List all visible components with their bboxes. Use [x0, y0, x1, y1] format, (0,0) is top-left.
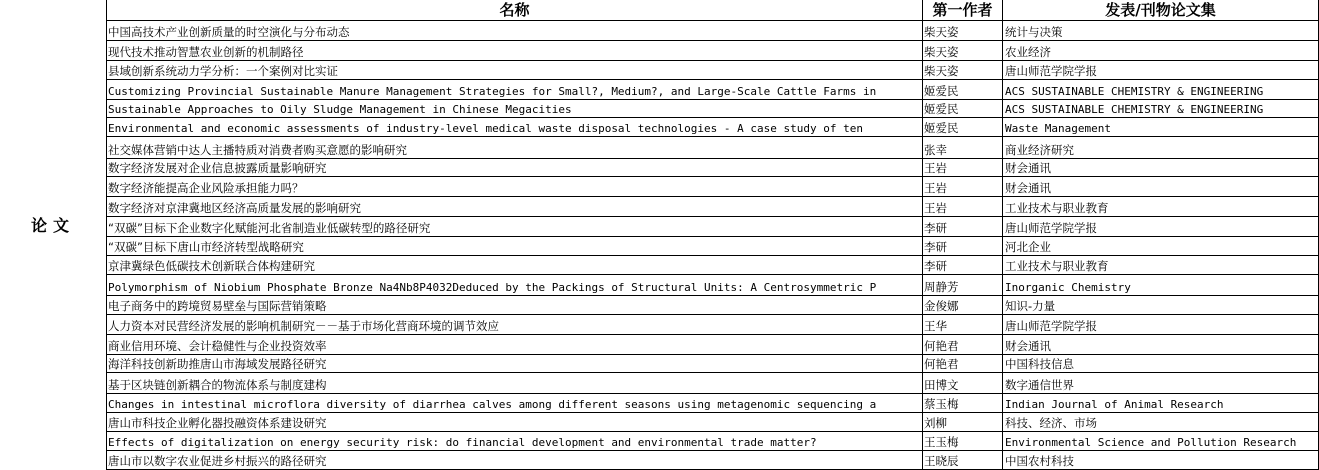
title-cell-text: 数字经济能提高企业风险承担能力吗？ — [108, 181, 304, 195]
author-cell-text: 王岩 — [924, 161, 947, 175]
venue-cell — [1003, 118, 1319, 136]
title-cell — [106, 335, 921, 354]
venue-cell-text: 唐山师范学院学报 — [1005, 319, 1097, 333]
title-cell-text: 数字经济对京津冀地区经济高质量发展的影响研究 — [108, 201, 361, 215]
author-cell — [922, 80, 1002, 99]
venue-cell-text: 中国科技信息 — [1005, 357, 1074, 371]
author-cell-text: 王晓辰 — [924, 454, 959, 468]
title-cell — [106, 275, 921, 295]
venue-cell — [1003, 159, 1319, 176]
title-cell — [106, 80, 921, 99]
venue-cell — [1003, 315, 1319, 334]
author-cell-text: 姬爱民 — [924, 102, 959, 116]
table-row — [106, 80, 1319, 100]
header-author: 第一作者 — [923, 0, 1002, 21]
author-cell-text: 刘柳 — [924, 416, 947, 430]
author-cell — [922, 159, 1002, 176]
title-cell — [106, 20, 921, 40]
venue-cell-text: 工业技术与职业教育 — [1005, 259, 1109, 273]
title-cell — [106, 177, 921, 196]
author-cell — [922, 118, 1002, 136]
author-cell-text: 李研 — [924, 221, 947, 235]
venue-cell — [1003, 137, 1319, 158]
title-cell — [106, 159, 921, 176]
author-cell-text: 李研 — [924, 240, 947, 254]
venue-cell-text: Inorganic Chemistry — [1005, 281, 1131, 294]
venue-cell-text: 工业技术与职业教育 — [1005, 201, 1109, 215]
title-cell — [106, 315, 921, 334]
title-cell — [106, 451, 921, 469]
title-cell-text: Polymorphism of Niobium Phosphate Bronze Na4Nb8P4032Deduced by the Packings of Structural Units: A Centrosymmetric P — [108, 281, 877, 294]
header-title: 名称 — [107, 0, 922, 21]
table-row — [106, 315, 1319, 335]
title-cell-text: 京津冀绿色低碳技术创新联合体构建研究 — [108, 259, 315, 273]
venue-cell — [1003, 335, 1319, 354]
venue-cell — [1003, 451, 1319, 469]
venue-cell — [1003, 41, 1319, 60]
title-cell-text: 基于区块链创新耦合的物流体系与制度建构 — [108, 378, 327, 392]
author-cell — [922, 275, 1002, 295]
author-cell-text: 王华 — [924, 319, 947, 333]
author-cell-text: 姬爱民 — [924, 84, 959, 98]
venue-cell — [1003, 373, 1319, 393]
category-label: 论文 — [30, 216, 75, 235]
title-cell-text: “双碳”目标下企业数字化赋能河北省制造业低碳转型的路径研究 — [108, 221, 431, 235]
author-cell-text: 柴天姿 — [924, 25, 959, 39]
title-cell — [106, 394, 921, 412]
author-cell — [922, 451, 1002, 469]
venue-cell-text: 河北企业 — [1005, 240, 1051, 254]
title-cell — [106, 100, 921, 117]
table-row — [106, 118, 1319, 137]
table-row — [106, 20, 1319, 41]
title-cell-text: 现代技术推动智慧农业创新的机制路径 — [108, 45, 304, 59]
author-cell-text: 柴天姿 — [924, 45, 959, 59]
title-cell-text: Sustainable Approaches to Oily Sludge Management in Chinese Megacities — [108, 103, 572, 116]
venue-cell-text: 财会通讯 — [1005, 181, 1051, 195]
author-cell-text: 金俊娜 — [924, 299, 959, 313]
venue-cell-text: Indian Journal of Animal Research — [1005, 398, 1224, 411]
author-cell-text: 姬爱民 — [924, 121, 959, 135]
title-cell-text: “双碳”目标下唐山市经济转型战略研究 — [108, 240, 304, 254]
author-cell — [922, 355, 1002, 372]
venue-cell — [1003, 432, 1319, 450]
author-cell-text: 王玉梅 — [924, 435, 959, 449]
author-cell — [922, 197, 1002, 216]
venue-cell-text: 知识-力量 — [1005, 299, 1056, 313]
author-cell — [922, 41, 1002, 60]
table-row — [106, 432, 1319, 451]
venue-cell — [1003, 197, 1319, 216]
author-cell — [922, 237, 1002, 255]
author-cell — [922, 137, 1002, 158]
venue-cell — [1003, 296, 1319, 314]
title-cell-text: 电子商务中的跨境贸易壁垒与国际营销策略 — [108, 299, 327, 313]
venue-cell — [1003, 20, 1319, 40]
title-cell-text: 县域创新系统动力学分析：一个案例对比实证 — [108, 64, 338, 78]
author-cell-text: 田博文 — [924, 378, 959, 392]
venue-cell-text: 唐山师范学院学报 — [1005, 221, 1097, 235]
author-cell-text: 何艳君 — [924, 339, 959, 353]
venue-cell-text: 数字通信世界 — [1005, 378, 1074, 392]
author-cell — [922, 394, 1002, 412]
table-row — [106, 137, 1319, 159]
table-row — [106, 217, 1319, 237]
title-cell — [106, 432, 921, 450]
title-cell-text: 商业信用环境、会计稳健性与企业投资效率 — [108, 339, 327, 353]
venue-cell-text: 农业经济 — [1005, 45, 1051, 59]
title-cell — [106, 256, 921, 274]
title-cell-text: 社交媒体营销中达人主播特质对消费者购买意愿的影响研究 — [108, 143, 407, 157]
author-cell — [922, 335, 1002, 354]
title-cell-text: 数字经济发展对企业信息披露质量影响研究 — [108, 161, 327, 175]
author-cell-text: 周静芳 — [924, 280, 959, 294]
venue-cell-text: 科技、经济、市场 — [1005, 416, 1097, 430]
venue-cell-text: ACS SUSTAINABLE CHEMISTRY & ENGINEERING — [1005, 85, 1264, 98]
table-row — [106, 177, 1319, 197]
venue-cell-text: ACS SUSTAINABLE CHEMISTRY & ENGINEERING — [1005, 103, 1264, 116]
author-cell — [922, 373, 1002, 393]
author-cell — [922, 20, 1002, 40]
table-row — [106, 159, 1319, 177]
venue-cell — [1003, 394, 1319, 412]
title-cell-text: Changes in intestinal microflora diversity of diarrhea calves among different seasons using metagenomic sequencing a — [108, 398, 877, 411]
author-cell-text: 王岩 — [924, 181, 947, 195]
table-row — [106, 296, 1319, 315]
venue-cell-text: 统计与决策 — [1005, 25, 1063, 39]
venue-cell — [1003, 275, 1319, 295]
author-cell — [922, 256, 1002, 274]
table-row — [106, 413, 1319, 432]
table-row — [106, 237, 1319, 256]
author-cell — [922, 217, 1002, 236]
table-row — [106, 373, 1319, 394]
author-cell-text: 蔡玉梅 — [924, 397, 959, 411]
venue-cell-text: Waste Management — [1005, 122, 1111, 135]
author-cell — [922, 296, 1002, 314]
author-cell-text: 柴天姿 — [924, 64, 959, 78]
venue-cell — [1003, 413, 1319, 431]
author-cell — [922, 432, 1002, 450]
table-row — [106, 394, 1319, 413]
table-row — [106, 61, 1319, 80]
venue-cell — [1003, 217, 1319, 236]
venue-cell-text: 财会通讯 — [1005, 339, 1051, 353]
author-cell — [922, 177, 1002, 196]
title-cell — [106, 355, 921, 372]
table-row — [106, 100, 1319, 118]
author-cell-text: 张幸 — [924, 143, 947, 157]
title-cell — [106, 197, 921, 216]
author-cell — [922, 413, 1002, 431]
title-cell — [106, 373, 921, 393]
title-cell-text: 唐山市科技企业孵化器投融资体系建设研究 — [108, 416, 327, 430]
title-cell — [106, 118, 921, 136]
venue-cell — [1003, 355, 1319, 372]
table-row — [106, 335, 1319, 355]
author-cell-text: 王岩 — [924, 201, 947, 215]
header-venue: 发表/刊物论文集 — [1003, 0, 1318, 21]
title-cell — [106, 237, 921, 255]
venue-cell — [1003, 237, 1319, 255]
author-cell — [922, 315, 1002, 334]
table-row — [106, 355, 1319, 373]
title-cell-text: 中国高技术产业创新质量的时空演化与分布动态 — [108, 25, 350, 39]
venue-cell-text: 商业经济研究 — [1005, 143, 1074, 157]
venue-cell-text: 财会通讯 — [1005, 161, 1051, 175]
table-row — [106, 197, 1319, 217]
table-row — [106, 41, 1319, 61]
table-row — [106, 451, 1319, 470]
title-cell-text: Customizing Provincial Sustainable Manure Management Strategies for Small?, Medium?, and Large-Scale Cattle Farms in — [108, 85, 877, 98]
title-cell-text: Effects of digitalization on energy security risk: do financial development and environmental trade matter? — [108, 436, 817, 449]
title-cell — [106, 217, 921, 236]
table-row — [106, 256, 1319, 275]
author-cell — [922, 61, 1002, 79]
title-cell-text: 唐山市以数字农业促进乡村振兴的路径研究 — [108, 454, 327, 468]
venue-cell — [1003, 80, 1319, 99]
venue-cell-text: 中国农村科技 — [1005, 454, 1074, 468]
venue-cell — [1003, 100, 1319, 117]
title-cell — [106, 41, 921, 60]
title-cell — [106, 61, 921, 79]
venue-cell-text: 唐山师范学院学报 — [1005, 64, 1097, 78]
title-cell — [106, 137, 921, 158]
title-cell-text: 海洋科技创新助推唐山市海域发展路径研究 — [108, 357, 327, 371]
venue-cell — [1003, 61, 1319, 79]
venue-cell — [1003, 177, 1319, 196]
venue-cell — [1003, 256, 1319, 274]
venue-cell-text: Environmental Science and Pollution Research — [1005, 436, 1297, 449]
author-cell — [922, 100, 1002, 117]
title-cell — [106, 296, 921, 314]
author-cell-text: 李研 — [924, 259, 947, 273]
title-cell — [106, 413, 921, 431]
author-cell-text: 何艳君 — [924, 357, 959, 371]
title-cell-text: Environmental and economic assessments of industry-level medical waste disposal technologies - A case study of ten — [108, 122, 863, 135]
table-row — [106, 275, 1319, 296]
title-cell-text: 人力资本对民营经济发展的影响机制研究－－基于市场化营商环境的调节效应 — [108, 319, 499, 333]
